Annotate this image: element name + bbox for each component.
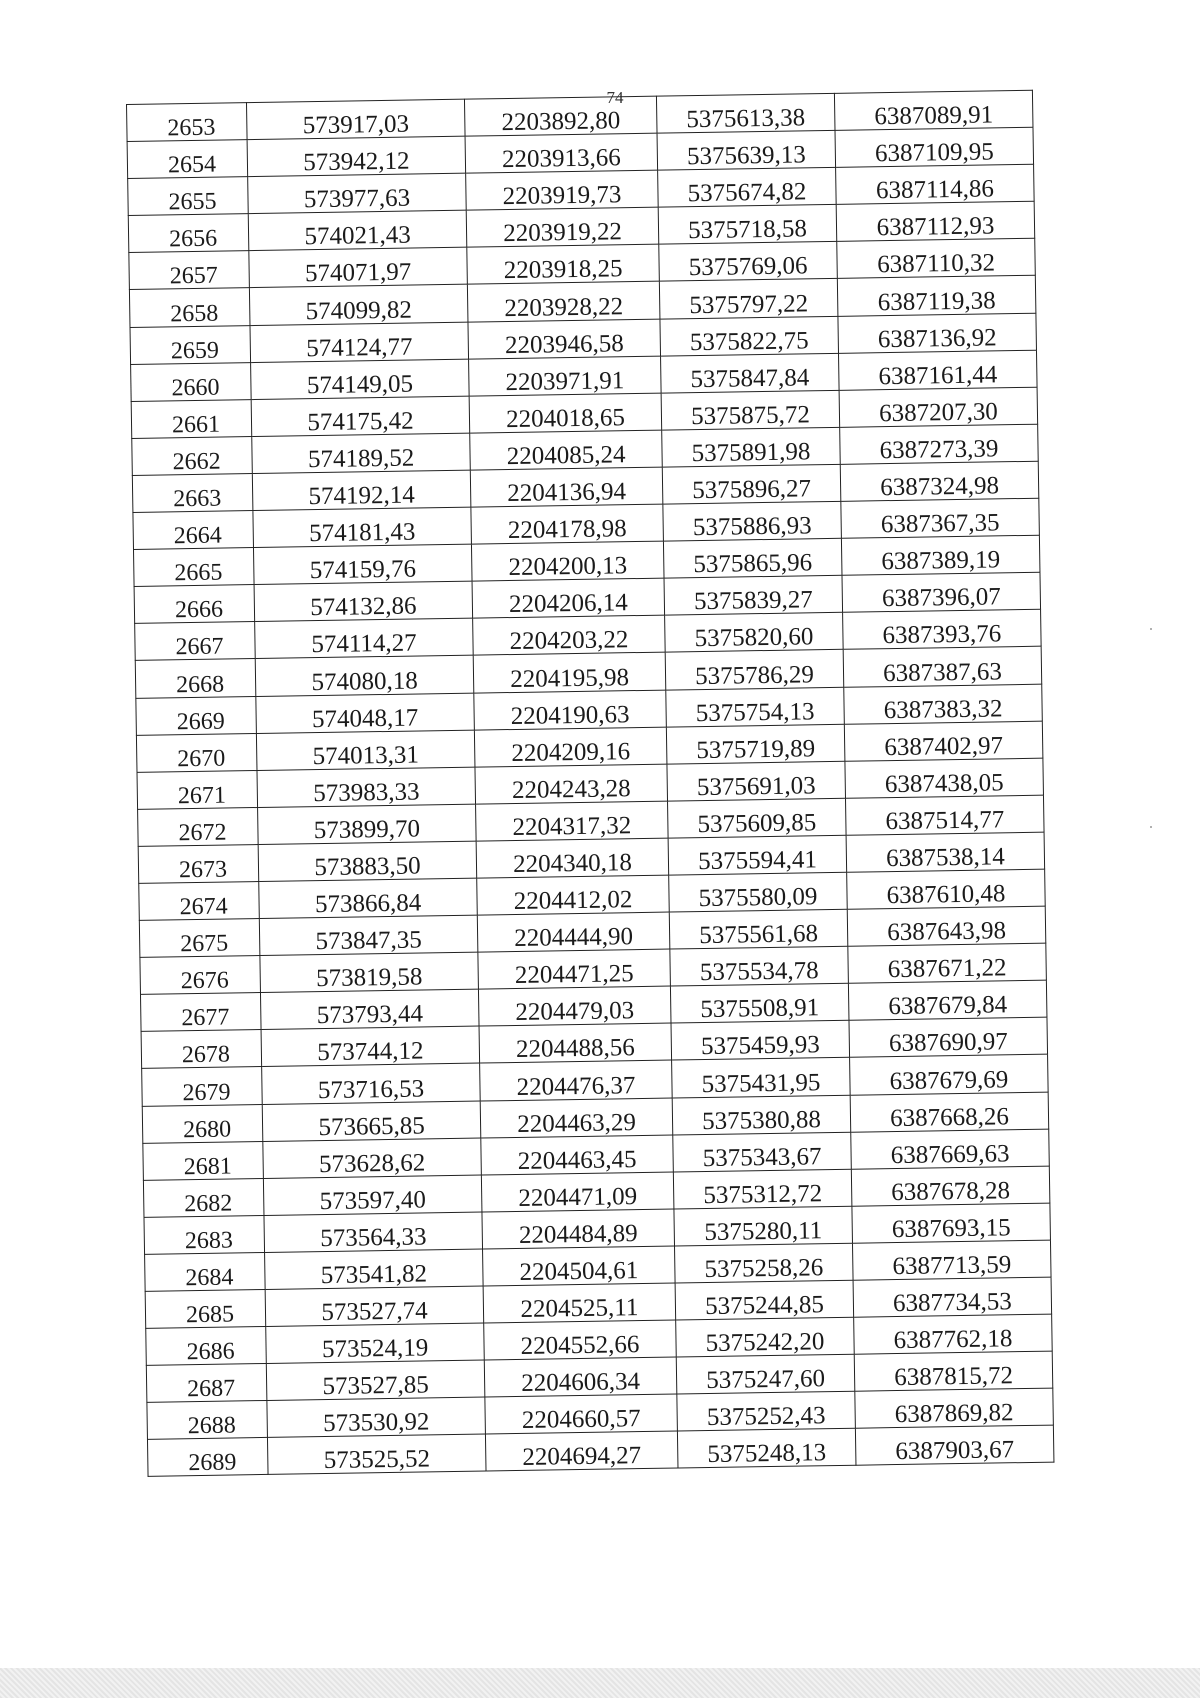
coord-x1-cell: 573527,74 <box>265 1286 484 1327</box>
coord-y1-cell: 2203918,25 <box>467 245 660 285</box>
coord-x2-cell: 5375865,96 <box>663 538 842 578</box>
coord-x1-cell: 573917,03 <box>246 99 465 140</box>
coord-x2-cell: 5375380,88 <box>672 1095 851 1135</box>
coord-x2-cell: 5375769,06 <box>659 242 838 282</box>
coord-x1-cell: 574021,43 <box>248 210 467 251</box>
coord-x1-cell: 574175,42 <box>251 396 470 437</box>
coord-y2-cell: 6387713,59 <box>852 1240 1051 1280</box>
coord-x2-cell: 5375786,29 <box>665 650 844 690</box>
coord-y2-cell: 6387869,82 <box>855 1388 1054 1428</box>
coord-y1-cell: 2204488,56 <box>479 1023 672 1063</box>
coord-y2-cell: 6387367,35 <box>841 498 1040 538</box>
coord-x2-cell: 5375886,93 <box>663 501 842 541</box>
coord-y1-cell: 2203971,91 <box>469 356 662 396</box>
coord-x1-cell: 574149,05 <box>251 359 470 400</box>
scan-speck <box>1150 826 1152 828</box>
coord-y2-cell: 6387678,28 <box>851 1166 1050 1206</box>
coord-y1-cell: 2204018,65 <box>469 393 662 433</box>
point-number-cell: 2668 <box>135 659 256 698</box>
point-number-cell: 2678 <box>141 1030 262 1069</box>
coord-x1-cell: 573541,82 <box>265 1249 484 1290</box>
point-number-cell: 2683 <box>144 1215 265 1254</box>
coord-y1-cell: 2203919,73 <box>466 170 659 210</box>
coord-y1-cell: 2204484,89 <box>482 1209 675 1249</box>
point-number-cell: 2662 <box>132 436 253 475</box>
coord-y1-cell: 2204136,94 <box>470 467 663 507</box>
point-number-cell: 2687 <box>146 1364 267 1403</box>
coord-y2-cell: 6387903,67 <box>855 1425 1054 1465</box>
scan-edge-strip <box>0 1668 1200 1698</box>
coord-y2-cell: 6387089,91 <box>834 90 1033 130</box>
coord-y2-cell: 6387668,26 <box>850 1092 1049 1132</box>
coord-x2-cell: 5375594,41 <box>668 835 847 875</box>
coord-y1-cell: 2204209,16 <box>474 727 667 767</box>
coord-y1-cell: 2204463,45 <box>481 1135 674 1175</box>
point-number-cell: 2684 <box>145 1252 266 1291</box>
coord-y1-cell: 2204243,28 <box>475 764 668 804</box>
point-number-cell: 2675 <box>139 919 260 958</box>
coord-x2-cell: 5375754,13 <box>666 687 845 727</box>
coord-x2-cell: 5375244,85 <box>675 1280 854 1320</box>
coord-y2-cell: 6387396,07 <box>842 572 1041 612</box>
coord-y2-cell: 6387643,98 <box>847 906 1046 946</box>
coord-y2-cell: 6387514,77 <box>845 795 1044 835</box>
point-number-cell: 2665 <box>133 548 254 587</box>
point-number-cell: 2661 <box>131 399 252 438</box>
coord-y2-cell: 6387671,22 <box>848 943 1047 983</box>
scan-speck <box>1150 628 1152 630</box>
point-number-cell: 2667 <box>135 622 256 661</box>
coord-x1-cell: 573866,84 <box>259 878 478 919</box>
coord-y2-cell: 6387161,44 <box>838 350 1037 390</box>
coord-x1-cell: 574099,82 <box>249 285 468 326</box>
coord-x1-cell: 573744,12 <box>261 1026 480 1067</box>
coord-x1-cell: 573899,70 <box>258 804 477 845</box>
coord-y1-cell: 2204190,63 <box>474 690 667 730</box>
coord-y2-cell: 6387393,76 <box>843 610 1042 650</box>
coord-x1-cell: 574080,18 <box>255 656 474 697</box>
coord-y2-cell: 6387693,15 <box>852 1203 1051 1243</box>
point-number-cell: 2680 <box>142 1104 263 1143</box>
coord-y1-cell: 2203946,58 <box>468 319 661 359</box>
coord-x2-cell: 5375343,67 <box>673 1132 852 1172</box>
point-number-cell: 2655 <box>128 177 249 216</box>
coord-x1-cell: 574114,27 <box>255 618 474 659</box>
coord-x1-cell: 573847,35 <box>259 915 478 956</box>
coord-x2-cell: 5375609,85 <box>668 798 847 838</box>
point-number-cell: 2664 <box>133 511 254 550</box>
coord-y2-cell: 6387389,19 <box>841 535 1040 575</box>
coord-x2-cell: 5375459,93 <box>671 1021 850 1061</box>
coord-y1-cell: 2204463,29 <box>480 1098 673 1138</box>
point-number-cell: 2670 <box>136 733 257 772</box>
coord-x2-cell: 5375258,26 <box>675 1243 854 1283</box>
coord-y2-cell: 6387679,84 <box>848 980 1047 1020</box>
coord-x1-cell: 573793,44 <box>260 989 479 1030</box>
coord-y1-cell: 2204195,98 <box>473 653 666 693</box>
coord-x2-cell: 5375820,60 <box>665 613 844 653</box>
coord-x2-cell: 5375613,38 <box>656 93 835 133</box>
coord-x2-cell: 5375561,68 <box>669 909 848 949</box>
coordinate-table-body <box>127 90 1054 1477</box>
coord-y2-cell: 6387207,30 <box>839 387 1038 427</box>
coord-y2-cell: 6387679,69 <box>850 1055 1049 1095</box>
coord-y1-cell: 2204340,18 <box>476 838 669 878</box>
point-number-cell: 2682 <box>143 1178 264 1217</box>
point-number-cell: 2660 <box>131 362 252 401</box>
point-number-cell: 2688 <box>147 1401 268 1440</box>
coord-x2-cell: 5375847,84 <box>661 353 840 393</box>
coord-y1-cell: 2204200,13 <box>471 541 664 581</box>
coord-y1-cell: 2204504,61 <box>483 1246 676 1286</box>
coord-x2-cell: 5375580,09 <box>669 872 848 912</box>
coord-y1-cell: 2204479,03 <box>478 986 671 1026</box>
point-number-cell: 2681 <box>143 1141 264 1180</box>
coord-x1-cell: 574189,52 <box>252 433 471 474</box>
coord-y2-cell: 6387402,97 <box>844 721 1043 761</box>
coord-x1-cell: 573983,33 <box>257 767 476 808</box>
coord-x1-cell: 574071,97 <box>249 248 468 289</box>
coord-x2-cell: 5375839,27 <box>664 576 843 616</box>
point-number-cell: 2659 <box>130 325 251 364</box>
coord-y2-cell: 6387762,18 <box>854 1314 1053 1354</box>
coord-y1-cell: 2204606,34 <box>484 1357 677 1397</box>
coord-x2-cell: 5375248,13 <box>677 1429 856 1469</box>
coord-y1-cell: 2203913,66 <box>465 133 658 173</box>
coord-y1-cell: 2204085,24 <box>470 430 663 470</box>
coord-y1-cell: 2204317,32 <box>476 801 669 841</box>
coord-x1-cell: 574013,31 <box>256 730 475 771</box>
coord-x2-cell: 5375639,13 <box>657 130 836 170</box>
point-number-cell: 2654 <box>127 140 248 179</box>
point-number-cell: 2676 <box>140 956 261 995</box>
coord-x2-cell: 5375431,95 <box>672 1058 851 1098</box>
coord-y2-cell: 6387669,63 <box>851 1129 1050 1169</box>
coord-x2-cell: 5375822,75 <box>660 316 839 356</box>
coord-y2-cell: 6387387,63 <box>843 647 1042 687</box>
point-number-cell: 2679 <box>142 1067 263 1106</box>
coord-x2-cell: 5375891,98 <box>662 427 841 467</box>
coord-y2-cell: 6387109,95 <box>835 127 1034 167</box>
coord-y2-cell: 6387815,72 <box>854 1351 1053 1391</box>
coord-x2-cell: 5375312,72 <box>673 1169 852 1209</box>
coord-x1-cell: 574181,43 <box>253 507 472 548</box>
coord-y1-cell: 2204476,37 <box>480 1060 673 1100</box>
coord-x1-cell: 573716,53 <box>262 1064 481 1105</box>
coord-y1-cell: 2204525,11 <box>483 1283 676 1323</box>
coordinate-table <box>126 90 1054 1478</box>
coord-x2-cell: 5375252,43 <box>677 1391 856 1431</box>
coord-y2-cell: 6387610,48 <box>847 869 1046 909</box>
coord-x1-cell: 573527,85 <box>266 1360 485 1401</box>
coord-x1-cell: 573942,12 <box>247 136 466 177</box>
coord-x2-cell: 5375718,58 <box>658 205 837 245</box>
coord-y2-cell: 6387438,05 <box>845 758 1044 798</box>
point-number-cell: 2686 <box>146 1327 267 1366</box>
coord-x1-cell: 573525,52 <box>267 1434 486 1475</box>
coord-y1-cell: 2204206,14 <box>472 578 665 618</box>
coord-y1-cell: 2204178,98 <box>471 504 664 544</box>
coord-x2-cell: 5375797,22 <box>659 279 838 319</box>
coord-x1-cell: 574192,14 <box>252 470 471 511</box>
coord-x1-cell: 574048,17 <box>256 693 475 734</box>
coord-x2-cell: 5375508,91 <box>670 984 849 1024</box>
coord-y1-cell: 2204660,57 <box>485 1394 678 1434</box>
coord-x1-cell: 573977,63 <box>248 173 467 214</box>
coord-x1-cell: 574159,76 <box>253 544 472 585</box>
coord-y1-cell: 2204444,90 <box>477 912 670 952</box>
coord-y2-cell: 6387690,97 <box>849 1017 1048 1057</box>
coord-x1-cell: 574124,77 <box>250 322 469 363</box>
coord-x2-cell: 5375691,03 <box>667 761 846 801</box>
coord-y2-cell: 6387136,92 <box>838 313 1037 353</box>
coord-x2-cell: 5375875,72 <box>661 390 840 430</box>
coord-y2-cell: 6387734,53 <box>853 1277 1052 1317</box>
point-number-cell: 2671 <box>137 770 258 809</box>
coord-y1-cell: 2204412,02 <box>477 875 670 915</box>
coord-y2-cell: 6387324,98 <box>840 461 1039 501</box>
point-number-cell: 2689 <box>147 1438 268 1477</box>
point-number-cell: 2663 <box>132 473 253 512</box>
coord-x1-cell: 573883,50 <box>258 841 477 882</box>
point-number-cell: 2657 <box>129 251 250 290</box>
coord-x1-cell: 573524,19 <box>266 1323 485 1364</box>
coord-y1-cell: 2204471,09 <box>481 1172 674 1212</box>
coord-x2-cell: 5375719,89 <box>666 724 845 764</box>
coord-x2-cell: 5375242,20 <box>676 1317 855 1357</box>
point-number-cell: 2653 <box>127 103 248 142</box>
point-number-cell: 2672 <box>138 807 259 846</box>
coord-x1-cell: 573819,58 <box>260 952 479 993</box>
point-number-cell: 2666 <box>134 585 255 624</box>
coord-x1-cell: 574132,86 <box>254 581 473 622</box>
coordinate-table-wrapper <box>126 90 1054 1478</box>
coord-x1-cell: 573597,40 <box>263 1175 482 1216</box>
coord-x2-cell: 5375674,82 <box>658 168 837 208</box>
coord-y1-cell: 2203928,22 <box>467 282 660 322</box>
point-number-cell: 2669 <box>136 696 257 735</box>
coord-y1-cell: 2204203,22 <box>473 615 666 655</box>
coord-x1-cell: 573665,85 <box>262 1101 481 1142</box>
point-number-cell: 2658 <box>129 288 250 327</box>
page-number: 74 <box>606 88 624 107</box>
coord-y2-cell: 6387273,39 <box>840 424 1039 464</box>
point-number-cell: 2685 <box>145 1289 266 1328</box>
coord-y1-cell: 2203892,80 <box>464 96 657 136</box>
point-number-cell: 2677 <box>140 993 261 1032</box>
coord-x1-cell: 573628,62 <box>263 1138 482 1179</box>
coord-y1-cell: 2204552,66 <box>484 1320 677 1360</box>
coord-y2-cell: 6387114,86 <box>836 164 1035 204</box>
coord-x2-cell: 5375896,27 <box>662 464 841 504</box>
coord-x1-cell: 573564,33 <box>264 1212 483 1253</box>
point-number-cell: 2674 <box>139 881 260 920</box>
coord-y1-cell: 2203919,22 <box>466 207 659 247</box>
coord-y2-cell: 6387538,14 <box>846 832 1045 872</box>
coord-y2-cell: 6387112,93 <box>836 202 1035 242</box>
coord-y1-cell: 2204471,25 <box>478 949 671 989</box>
coord-y2-cell: 6387110,32 <box>837 239 1036 279</box>
coord-y2-cell: 6387383,32 <box>844 684 1043 724</box>
coord-x2-cell: 5375534,78 <box>670 946 849 986</box>
coord-x2-cell: 5375247,60 <box>676 1354 855 1394</box>
coord-x2-cell: 5375280,11 <box>674 1206 853 1246</box>
coord-x1-cell: 573530,92 <box>267 1397 486 1438</box>
point-number-cell: 2673 <box>138 844 259 883</box>
point-number-cell: 2656 <box>128 214 249 253</box>
coord-y1-cell: 2204694,27 <box>485 1431 678 1471</box>
coord-y2-cell: 6387119,38 <box>837 276 1036 316</box>
